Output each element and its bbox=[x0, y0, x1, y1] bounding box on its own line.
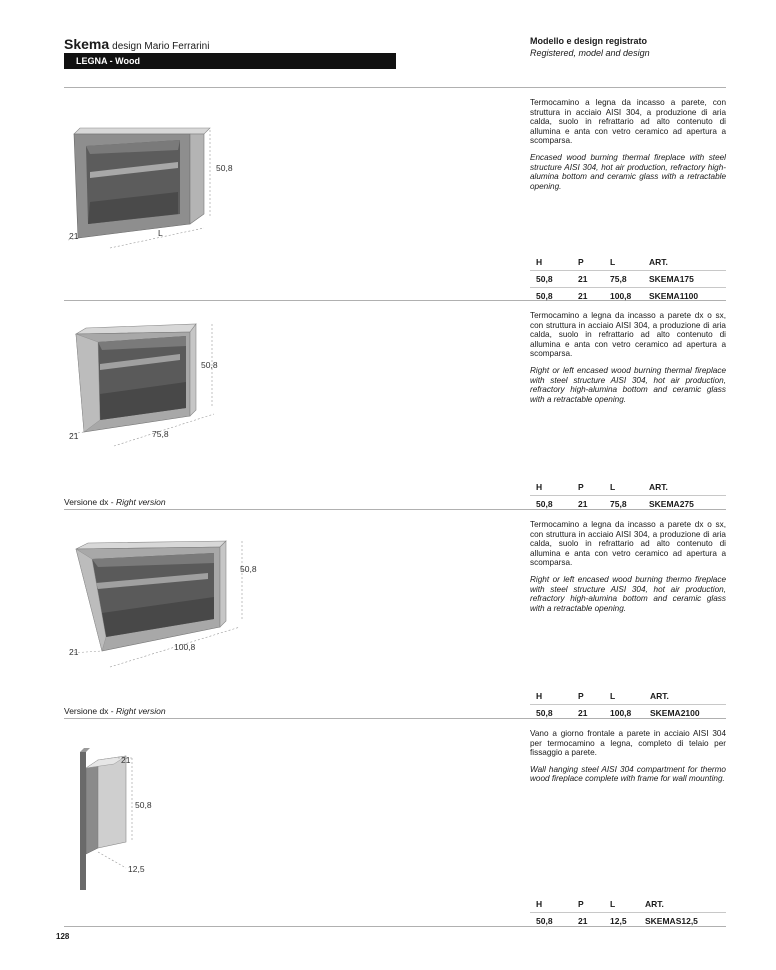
cell-art: SKEMA275 bbox=[649, 499, 694, 509]
product-family-name: Skema bbox=[64, 36, 110, 52]
spec-row bbox=[530, 704, 726, 721]
header-art: ART. bbox=[650, 691, 669, 701]
dimension-depth-label: 21 bbox=[69, 431, 79, 441]
spec-table-header bbox=[530, 479, 726, 495]
cell-l: 75,8 bbox=[610, 499, 627, 509]
spec-table-header bbox=[530, 254, 726, 270]
designer-credit: design Mario Ferrarini bbox=[112, 41, 210, 52]
header-h: H bbox=[536, 257, 543, 267]
description-english: Right or left encased wood burning thermo fireplace with steel structure AISI 304, hot air production, refractory high-alumina bottom and ceramic glass with a retractable opening. bbox=[530, 574, 726, 613]
spec-table bbox=[530, 479, 726, 512]
registered-subtitle: Registered, model and design bbox=[530, 48, 650, 58]
header-h: H bbox=[536, 691, 543, 701]
header-h: H bbox=[536, 899, 543, 909]
fireplace-illustration bbox=[62, 320, 222, 450]
cell-h: 50,8 bbox=[536, 916, 553, 926]
header-l: L bbox=[610, 899, 616, 909]
header-l: L bbox=[610, 691, 616, 701]
catalog-title bbox=[64, 36, 209, 54]
description-english: Right or left encased wood burning thermal fireplace with steel structure AISI 304, hot air production, refractory high-alumina bottom and ceramic glass with a retractable opening. bbox=[530, 365, 726, 404]
description-english: Encased wood burning thermal fireplace with steel structure AISI 304, hot air production, refractory high-alumina bottom and ceramic glass with a retractable opening. bbox=[530, 152, 726, 191]
dimension-height-label: 50,8 bbox=[216, 163, 233, 173]
header-art: ART. bbox=[649, 482, 668, 492]
header-p: P bbox=[578, 257, 584, 267]
cell-h: 50,8 bbox=[536, 274, 553, 284]
cell-p: 21 bbox=[578, 291, 588, 301]
page-number: 128 bbox=[56, 932, 70, 941]
version-label bbox=[64, 497, 166, 507]
spec-row bbox=[530, 495, 726, 512]
spec-table-header bbox=[530, 896, 726, 912]
header-p: P bbox=[578, 691, 584, 701]
spec-table bbox=[530, 896, 726, 929]
description-italian: Termocamino a legna da incasso a parete dx o sx, con struttura in acciaio AISI 304, a produzione di aria calda, suolo in refrattario ad alto contenuto di allumina e anta con vetro ceramico ad apertura a scomparsa. bbox=[530, 520, 726, 568]
cell-art: SKEMA2100 bbox=[650, 708, 700, 718]
product-description bbox=[530, 520, 726, 620]
dimension-depth-label: 21 bbox=[69, 647, 79, 657]
cell-l: 75,8 bbox=[610, 274, 627, 284]
header-p: P bbox=[578, 899, 584, 909]
dimension-height-label: 50,8 bbox=[201, 360, 218, 370]
header-l: L bbox=[610, 482, 616, 492]
version-italian: Versione dx - bbox=[64, 497, 116, 507]
section-divider bbox=[64, 87, 726, 88]
description-english: Wall hanging steel AISI 304 compartment for thermo wood fireplace complete with frame for wall mounting. bbox=[530, 764, 726, 784]
cell-h: 50,8 bbox=[536, 291, 553, 301]
spec-table bbox=[530, 688, 726, 721]
dimension-length-label: L bbox=[158, 228, 163, 238]
cell-p: 21 bbox=[578, 274, 588, 284]
cell-art: SKEMA175 bbox=[649, 274, 694, 284]
cell-art: SKEMAS12,5 bbox=[645, 916, 698, 926]
cell-p: 21 bbox=[578, 499, 588, 509]
dimension-depth-label: 21 bbox=[121, 755, 131, 765]
cell-p: 21 bbox=[578, 708, 588, 718]
header-art: ART. bbox=[649, 257, 668, 267]
dimension-length-label: 75,8 bbox=[152, 429, 169, 439]
product-description bbox=[530, 98, 726, 198]
cell-p: 21 bbox=[578, 916, 588, 926]
cell-h: 50,8 bbox=[536, 499, 553, 509]
header-h: H bbox=[536, 482, 543, 492]
version-label bbox=[64, 706, 166, 716]
spec-row bbox=[530, 912, 726, 929]
fireplace-illustration bbox=[60, 122, 220, 252]
dimension-height-label: 50,8 bbox=[240, 564, 257, 574]
description-italian: Vano a giorno frontale a parete in acciaio AISI 304 per termocamino a legna, completo di telaio per fissaggio a parete. bbox=[530, 729, 726, 758]
dimension-depth-label: 21 bbox=[69, 231, 79, 241]
product-description bbox=[530, 729, 726, 791]
cell-h: 50,8 bbox=[536, 708, 553, 718]
registered-title: Modello e design registrato bbox=[530, 36, 648, 46]
version-english: Right version bbox=[115, 497, 166, 507]
fireplace-illustration bbox=[62, 535, 252, 670]
spec-row bbox=[530, 270, 726, 287]
header-p: P bbox=[578, 482, 584, 492]
header-l: L bbox=[610, 257, 616, 267]
spec-row bbox=[530, 287, 726, 304]
version-italian: Versione dx - bbox=[64, 706, 116, 716]
description-italian: Termocamino a legna da incasso a parete, con struttura in acciaio AISI 304, a produzione di aria calda, suolo in refrattario ad alto contenuto di allumina e anta con vetro ceramico ad apertura a scomparsa. bbox=[530, 98, 726, 146]
dimension-length-label: 100,8 bbox=[174, 642, 196, 652]
product-description bbox=[530, 311, 726, 411]
cell-art: SKEMA1100 bbox=[649, 291, 699, 301]
version-english: Right version bbox=[115, 706, 166, 716]
dimension-height-label: 50,8 bbox=[135, 800, 152, 810]
cell-l: 12,5 bbox=[610, 916, 627, 926]
spec-table bbox=[530, 254, 726, 304]
cell-l: 100,8 bbox=[610, 291, 632, 301]
spec-table-header bbox=[530, 688, 726, 704]
cell-l: 100,8 bbox=[610, 708, 632, 718]
description-italian: Termocamino a legna da incasso a parete dx o sx, con struttura in acciaio AISI 304, a produzione di aria calda, suolo in refrattario ad alto contenuto di allumina e anta con vetro ceramico ad apertura a scomparsa. bbox=[530, 311, 726, 359]
category-bar: LEGNA - Wood bbox=[64, 53, 396, 69]
dimension-length-label: 12,5 bbox=[128, 864, 145, 874]
header-art: ART. bbox=[645, 899, 664, 909]
